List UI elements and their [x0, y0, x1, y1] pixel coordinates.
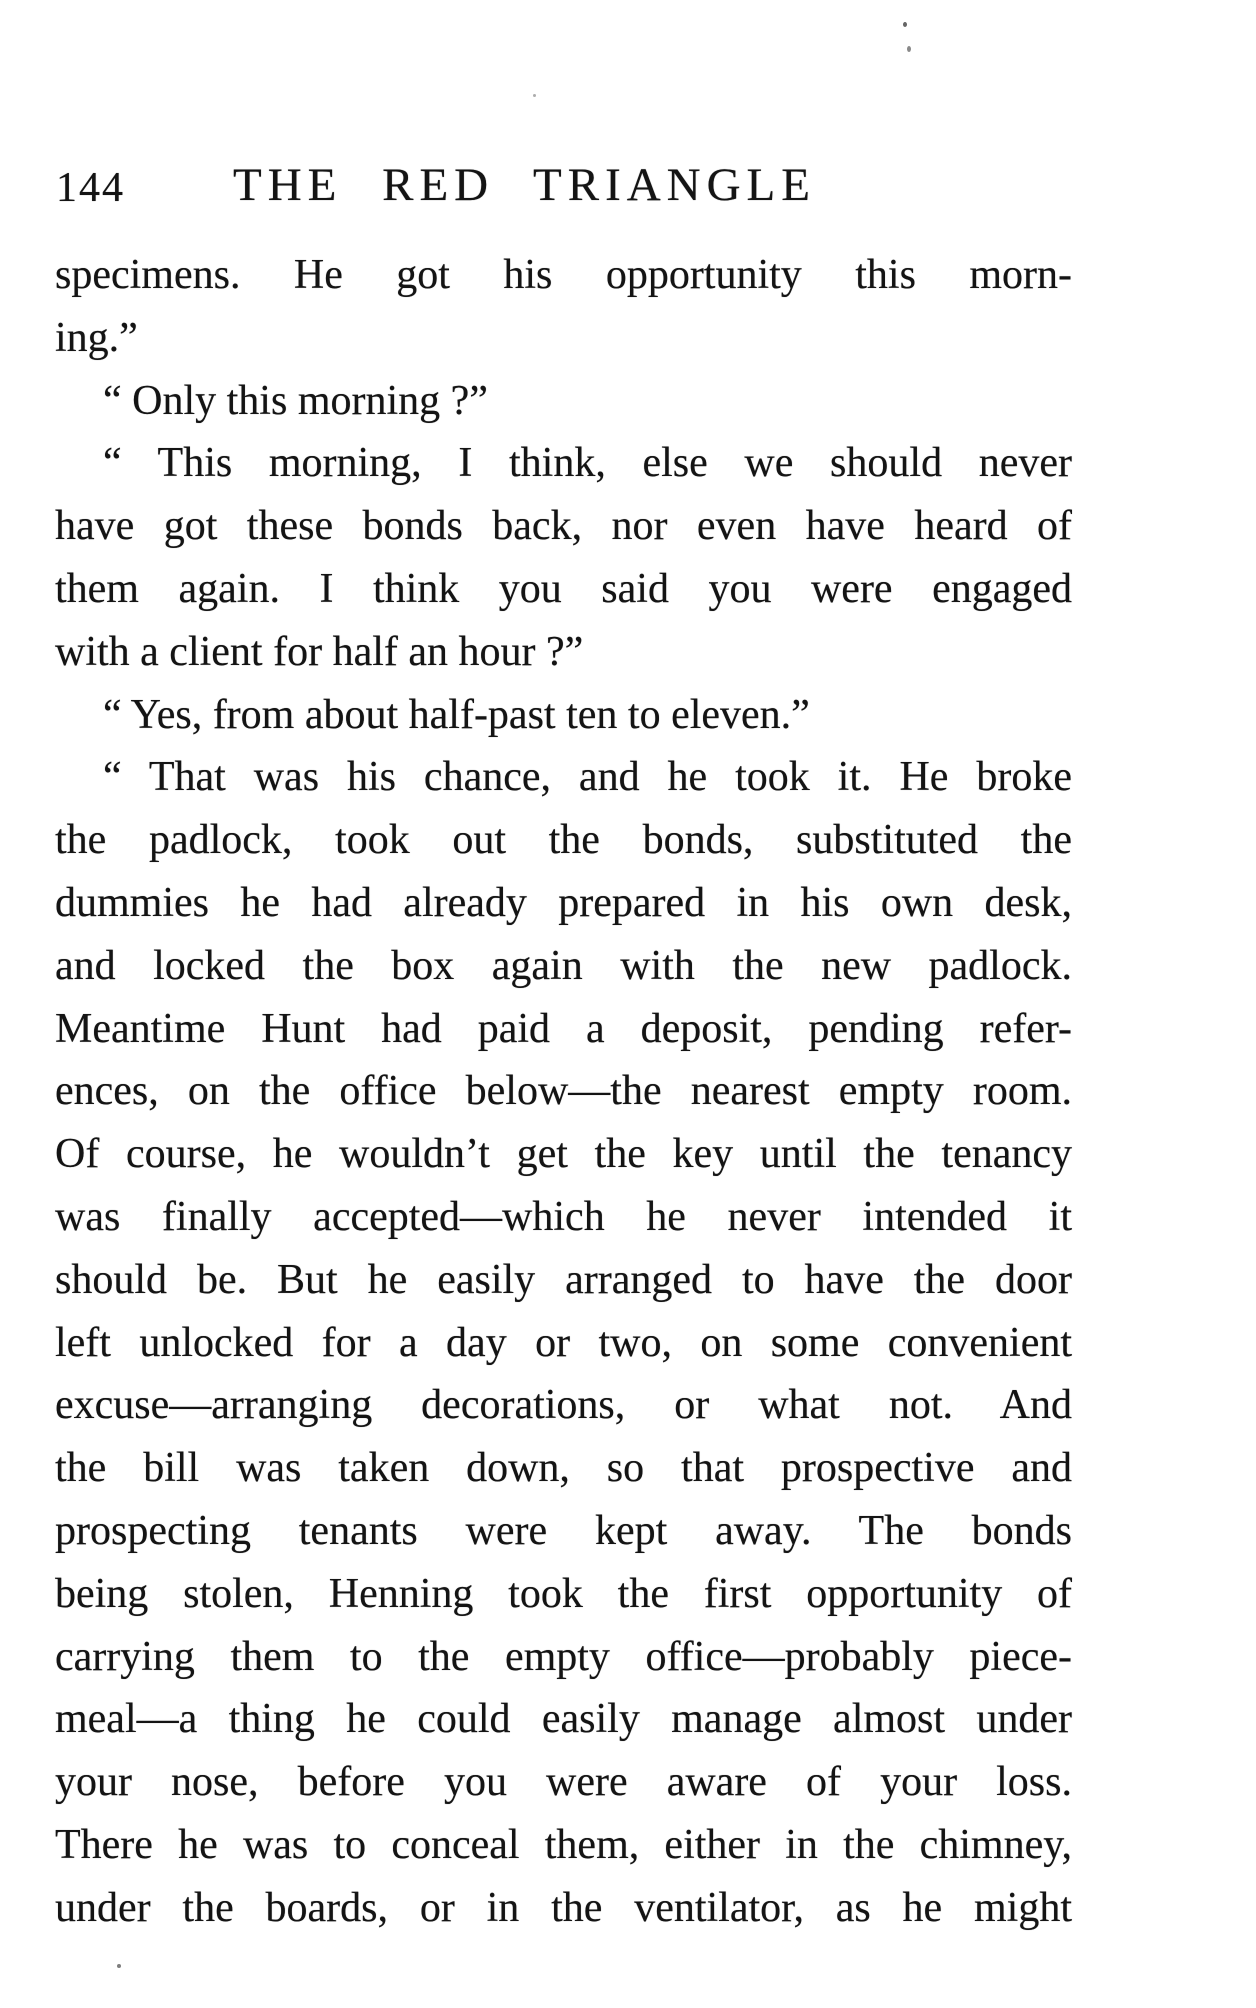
page-number: 144 [56, 165, 125, 211]
text-line: “ Only this morning ?” [103, 377, 488, 424]
running-title: THE RED TRIANGLE [233, 159, 816, 211]
text-line: specimens. He got his opportunity this morn- [55, 252, 1072, 298]
text-line: under the boards, or in the ventilator, as he might [55, 1884, 1072, 1931]
text-line: dummies he had already prepared in his own desk, [55, 879, 1072, 926]
text-line: Of course, he wouldn’t get the key until the tenancy [55, 1131, 1072, 1178]
text-line: have got these bonds back, nor even have heard of [55, 503, 1072, 550]
scan-speck [903, 22, 907, 27]
text-line: was finally accepted—which he never intended it [55, 1193, 1072, 1240]
text-line: “ Yes, from about half-past ten to eleven.” [103, 691, 810, 738]
text-line: them again. I think you said you were engaged [55, 565, 1072, 612]
text-line: left unlocked for a day or two, on some convenient [55, 1319, 1072, 1366]
text-line: “ That was his chance, and he took it. He broke [103, 754, 1072, 801]
text-line: and locked the box again with the new padlock. [55, 942, 1072, 989]
text-line: There he was to conceal them, either in the chimney, [55, 1821, 1072, 1868]
text-line: excuse—arranging decorations, or what not. And [55, 1382, 1072, 1429]
scan-speck [117, 1964, 121, 1968]
text-line: “ This morning, I think, else we should never [103, 440, 1072, 487]
text-line: ences, on the office below—the nearest empty room. [55, 1068, 1072, 1115]
text-column [55, 244, 1072, 1940]
text-line: your nose, before you were aware of your loss. [55, 1759, 1072, 1806]
scan-speck [533, 94, 536, 97]
text-line: carrying them to the empty office—probably piece- [55, 1633, 1072, 1680]
text-line: the bill was taken down, so that prospective and [55, 1445, 1072, 1492]
text-line: prospecting tenants were kept away. The bonds [55, 1507, 1072, 1554]
text-line: being stolen, Henning took the first opportunity of [55, 1570, 1072, 1617]
page-header [0, 158, 1256, 218]
text-line: the padlock, took out the bonds, substituted the [55, 817, 1072, 864]
text-line: meal—a thing he could easily manage almost under [55, 1696, 1072, 1743]
text-line: with a client for half an hour ?” [55, 628, 584, 675]
text-line: Meantime Hunt had paid a deposit, pending refer- [55, 1005, 1072, 1052]
text-line: ing.” [55, 314, 138, 361]
text-line: should be. But he easily arranged to have the door [55, 1256, 1072, 1303]
scan-speck [907, 46, 911, 52]
